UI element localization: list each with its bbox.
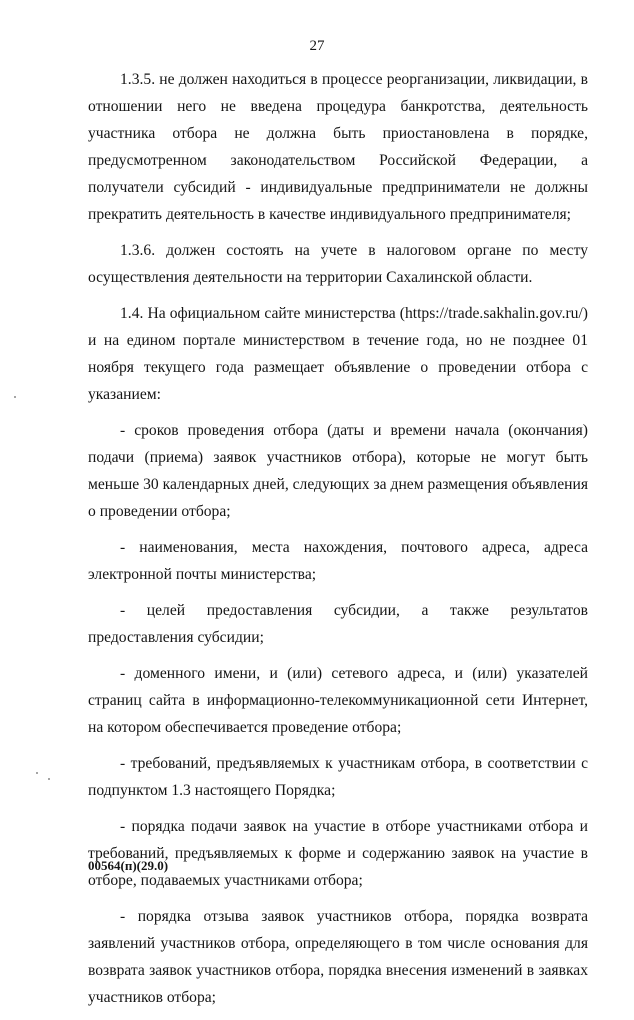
list-item-domain-name: - доменного имени, и (или) сетевого адреса, и (или) указателей страниц сайта в информационно-телекоммуникационной сети Интернет, на котором обеспечивается проведение отбора; [88,665,588,736]
paragraph-1-3-6: 1.3.6. должен состоять на учете в налоговом органе по месту осуществления деятельности на территории Сахалинской области. [88,242,588,286]
paragraph-1-3-5: 1.3.5. не должен находиться в процессе реорганизации, ликвидации, в отношении него не введена процедура банкротства, деятельность участника отбора не должна быть приостановлена в порядке, предусмотренном законодательством Российской Федерации, а получатели субсидий - индивидуальные предприниматели не должны прекратить деятельность в качестве индивидуального предпринимателя; [88,71,588,223]
document-code: 00564(п)(29.0) [88,858,169,873]
list-item-ministry-contacts: - наименования, места нахождения, почтового адреса, адреса электронной почты министерства; [88,539,588,583]
document-body [88,66,588,1020]
list-item-requirements: - требований, предъявляемых к участникам отбора, в соответствии с подпунктом 1.3 настоящего Порядка; [88,755,588,799]
scan-speck [14,396,16,398]
page-number: 27 [309,38,325,54]
scan-speck [36,772,38,774]
list-item-application-procedure: - порядка подачи заявок на участие в отборе участниками отбора и требований, предъявляемых к форме и содержанию заявок на участие в отборе, подаваемых участниками отбора; [88,818,588,889]
list-item-deadlines: - сроков проведения отбора (даты и времени начала (окончания) подачи (приема) заявок участников отбора), которые не могут быть меньше 30 календарных дней, следующих за днем размещения объявления о проведении отбора; [88,422,588,520]
list-item-withdrawal-procedure: - порядка отзыва заявок участников отбора, порядка возврата заявлений участников отбора, определяющего в том числе основания для возврата заявок участников отбора, порядка внесения изменений в заявках участников отбора; [88,908,588,1006]
list-item-goals: - целей предоставления субсидии, а также результатов предоставления субсидии; [88,602,588,646]
scan-speck [48,778,50,780]
paragraph-1-4: 1.4. На официальном сайте министерства (https://trade.sakhalin.gov.ru/) и на едином портале министерством в течение года, но не позднее 01 ноября текущего года размещает объявление о проведении отбора с указанием: [88,305,588,403]
